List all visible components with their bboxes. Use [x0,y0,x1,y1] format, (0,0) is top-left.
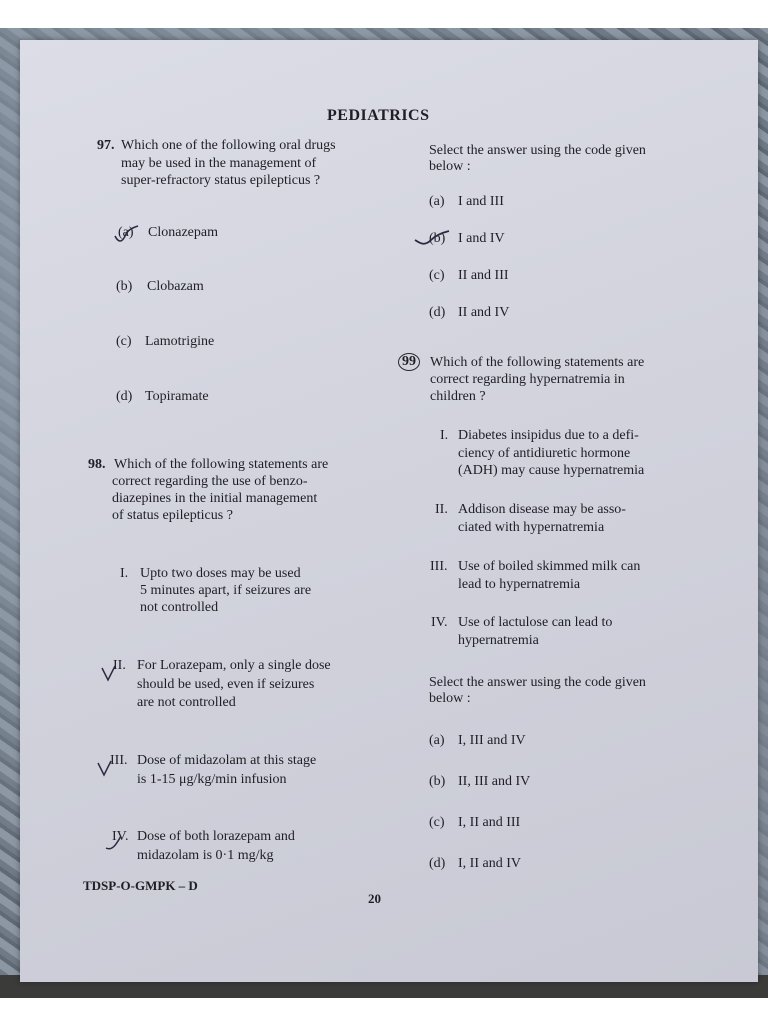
pen-tick-icon-2 [96,758,114,778]
question-98-stem-line-2: correct regarding the use of benzo- [112,474,308,489]
question-98-number: 98. [88,457,106,472]
pen-check-mark-icon [112,222,140,246]
q99-statement-1-line-1: Diabetes insipidus due to a defi- [458,428,639,443]
q97-option-c-text: Lamotrigine [145,334,215,349]
q98-statement-2-line-3: are not controlled [137,695,236,710]
q97-option-b-text: Clobazam [147,279,204,294]
q98-statement-3-line-1: Dose of midazolam at this stage [137,753,317,768]
q99-option-a-text: I, III and IV [458,733,526,748]
q97-option-c-label: (c) [116,334,132,349]
q99-statement-2-label: II. [435,502,448,517]
question-98-stem-line-4: of status epilepticus ? [112,508,233,523]
page-title: PEDIATRICS [327,107,430,124]
question-98-stem-line-3: diazepines in the initial management [112,491,318,506]
question-97-stem-line-2: may be used in the management of [121,156,317,171]
q99-statement-2-line-1: Addison disease may be asso- [458,502,626,517]
q99-option-c-text: I, II and III [458,815,521,830]
q97-option-d-text: Topiramate [145,389,209,404]
q99-statement-1-label: I. [440,428,449,443]
q99-statement-3-label: III. [430,559,448,574]
q98-statement-3-line-2: is 1-15 μg/kg/min infusion [137,772,287,787]
q99-statement-1-line-3: (ADH) may cause hypernatremia [458,463,645,478]
q99-statement-1-line-2: ciency of antidiuretic hormone [458,446,631,461]
question-97-stem-line-3: super-refractory status epilepticus ? [121,173,321,188]
q97-option-a-label: (a) [118,225,134,240]
q99-code-line-2: below : [429,691,471,706]
q98-statement-1-line-2: 5 minutes apart, if seizures are [140,583,312,598]
paper-code: TDSP-O-GMPK – D [83,878,198,893]
q97-option-a-text: Clonazepam [148,225,218,240]
question-99-circled-number: 99 [398,353,420,371]
q98-option-b-label: (b) [429,231,446,246]
q98-statement-2-line-2: should be used, even if seizures [137,677,315,692]
q99-option-d-text: I, II and IV [458,856,521,871]
q98-statement-2-label: II. [113,658,126,673]
pen-tick-icon-3 [104,833,124,853]
q98-statement-1-line-1: Upto two doses may be used [140,566,301,581]
q98-option-c-text: II and III [458,268,509,283]
q99-option-d-label: (d) [429,856,446,871]
q98-option-d-text: II and IV [458,305,510,320]
q98-option-c-label: (c) [429,268,445,283]
q98-code-line-2: below : [429,159,471,174]
q98-statement-4-line-1: Dose of both lorazepam and [137,829,295,844]
q99-option-b-text: II, III and IV [458,774,531,789]
q99-statement-4-line-1: Use of lactulose can lead to [458,615,613,630]
page-number: 20 [368,891,381,906]
question-99-stem-line-1: Which of the following statements are [430,355,645,370]
q98-statement-2-line-1: For Lorazepam, only a single dose [137,658,331,673]
q98-statement-1-label: I. [120,566,129,581]
q97-option-b-label: (b) [116,279,133,294]
question-99-stem-line-2: correct regarding hypernatremia in [430,372,625,387]
q98-option-a-label: (a) [429,194,445,209]
q98-statement-4-line-2: midazolam is 0·1 mg/kg [137,848,274,863]
q98-statement-1-line-3: not controlled [140,600,219,615]
q98-statement-3-label: III. [110,753,128,768]
q98-option-d-label: (d) [429,305,446,320]
q98-code-line-1: Select the answer using the code given [429,143,646,158]
question-99-stem-line-3: children ? [430,389,486,404]
q99-statement-4-label: IV. [431,615,448,630]
q99-option-a-label: (a) [429,733,445,748]
q99-statement-2-line-2: ciated with hypernatremia [458,520,605,535]
question-97-number: 97. [97,138,115,153]
q99-statement-3-line-1: Use of boiled skimmed milk can [458,559,641,574]
pen-tick-mark-icon [413,228,453,250]
pen-tick-icon [100,664,118,684]
q97-option-d-label: (d) [116,389,133,404]
q99-statement-3-line-2: lead to hypernatremia [458,577,581,592]
question-98-stem-line-1: Which of the following statements are [114,457,329,472]
q98-option-a-text: I and III [458,194,504,209]
q99-option-b-label: (b) [429,774,446,789]
question-99-number [398,353,420,371]
q99-code-line-1: Select the answer using the code given [429,675,646,690]
q99-statement-4-line-2: hypernatremia [458,633,539,648]
question-97-stem-line-1: Which one of the following oral drugs [121,138,336,153]
q98-option-b-text: I and IV [458,231,505,246]
q99-option-c-label: (c) [429,815,445,830]
q98-statement-4-label: IV. [112,829,129,844]
